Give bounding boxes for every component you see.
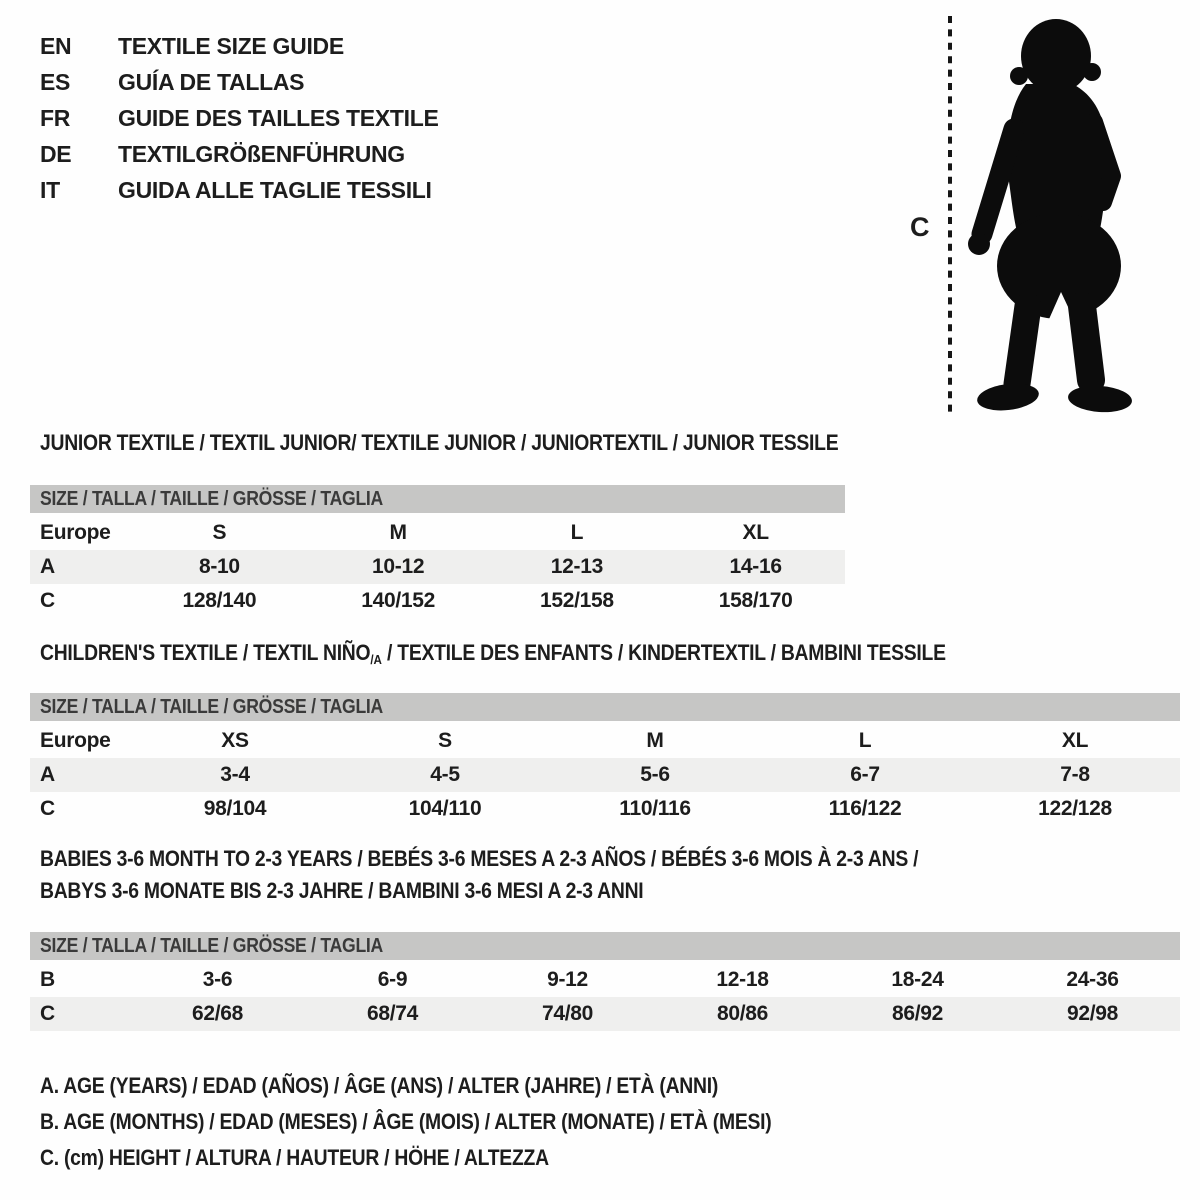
height-measure-label: C — [910, 212, 930, 242]
lang-row-es — [40, 64, 439, 100]
title-text: CHILDREN'S TEXTILE / TEXTIL NIÑO — [40, 640, 371, 665]
legend-line-b: B. AGE (MONTHS) / EDAD (MESES) / ÂGE (MOIS) / ALTER (MONATE) / ETÀ (MESI) — [40, 1109, 772, 1134]
row-label: A — [40, 555, 55, 578]
table-row — [30, 550, 845, 584]
row-label: C — [40, 1002, 55, 1025]
cell: 74/80 — [541, 1002, 594, 1025]
cell: 9-12 — [547, 968, 588, 991]
table-row — [30, 584, 845, 618]
size-header-label: SIZE / TALLA / TAILLE / GRÖSSE / TAGLIA — [40, 695, 384, 718]
cell: 128/140 — [182, 589, 257, 612]
cell: M — [389, 521, 407, 544]
row-label: C — [40, 797, 55, 820]
cell: L — [858, 729, 872, 752]
cell: 140/152 — [361, 589, 436, 612]
cell: 98/104 — [203, 797, 267, 820]
row-label: A — [40, 763, 55, 786]
cell: 116/122 — [828, 797, 902, 820]
cell: 14-16 — [729, 555, 782, 578]
row-label: B — [40, 968, 55, 991]
row-label: Europe — [40, 521, 111, 544]
cell: XL — [742, 521, 769, 544]
size-header-bar — [30, 932, 1180, 960]
baby-silhouette-icon — [964, 14, 1136, 416]
cell: 8-10 — [198, 555, 240, 578]
measure-legend — [40, 1068, 871, 1176]
size-header-label: SIZE / TALLA / TAILLE / GRÖSSE / TAGLIA — [40, 934, 384, 957]
cell: 3-6 — [202, 968, 233, 991]
lang-title: TEXTILE SIZE GUIDE — [118, 32, 344, 59]
cell: 92/98 — [1066, 1002, 1119, 1025]
size-header-bar — [30, 693, 1180, 721]
cell: 104/110 — [408, 797, 482, 820]
cell: XS — [221, 729, 249, 752]
cell: L — [570, 521, 584, 544]
cell: S — [212, 521, 227, 544]
lang-code: IT — [40, 176, 60, 203]
cell: 12-13 — [550, 555, 603, 578]
babies-section-title — [40, 846, 1038, 910]
lang-row-it — [40, 172, 439, 208]
lang-title: GUÍA DE TALLAS — [118, 68, 305, 95]
cell: 24-36 — [1066, 968, 1119, 991]
cell: 110/116 — [619, 797, 691, 820]
size-header-label: SIZE / TALLA / TAILLE / GRÖSSE / TAGLIA — [40, 487, 384, 510]
lang-row-fr — [40, 100, 439, 136]
cell: 12-18 — [716, 968, 769, 991]
table-row — [30, 792, 1180, 826]
cell: 7-8 — [1060, 763, 1090, 786]
cell: 5-6 — [640, 763, 670, 786]
cell: 68/74 — [366, 1002, 419, 1025]
title-subscript: /A — [370, 652, 382, 667]
lang-code: DE — [40, 140, 72, 167]
cell: XL — [1061, 729, 1089, 752]
cell: 10-12 — [372, 555, 425, 578]
table-row — [30, 963, 1180, 997]
junior-size-table — [30, 485, 845, 618]
title-line-1: BABIES 3-6 MONTH TO 2-3 YEARS / BEBÉS 3-6 MESES A 2-3 AÑOS / BÉBÉS 3-6 MOIS À 2-3 ANS / — [40, 846, 919, 871]
table-row — [30, 516, 845, 550]
babies-size-table — [30, 932, 1180, 1031]
cell: 152/158 — [539, 589, 614, 612]
cell: 122/128 — [1038, 797, 1112, 820]
lang-row-de — [40, 136, 439, 172]
cell: 158/170 — [718, 589, 793, 612]
lang-title: GUIDE DES TAILLES TEXTILE — [118, 104, 439, 131]
cell: M — [646, 729, 664, 752]
legend-line-a: A. AGE (YEARS) / EDAD (AÑOS) / ÂGE (ANS) / ALTER (JAHRE) / ETÀ (ANNI) — [40, 1073, 719, 1098]
table-row — [30, 997, 1180, 1031]
junior-section-title: JUNIOR TEXTILE / TEXTIL JUNIOR/ TEXTILE JUNIOR / JUNIORTEXTIL / JUNIOR TESSILE — [40, 430, 839, 455]
lang-code: FR — [40, 104, 71, 131]
lang-title: TEXTILGRÖßENFÜHRUNG — [118, 140, 405, 167]
height-dashed-line-icon — [946, 16, 954, 418]
lang-title: GUIDA ALLE TAGLIE TESSILI — [118, 176, 432, 203]
children-size-table — [30, 693, 1180, 826]
cell: 80/86 — [716, 1002, 769, 1025]
cell: 18-24 — [891, 968, 944, 991]
cell: 6-7 — [850, 763, 880, 786]
table-row — [30, 758, 1180, 792]
size-header-bar — [30, 485, 845, 513]
cell: S — [438, 729, 452, 752]
title-text: / TEXTILE DES ENFANTS / KINDERTEXTIL / BAMBINI TESSILE — [381, 640, 946, 665]
cell: 6-9 — [377, 968, 408, 991]
cell: 86/92 — [891, 1002, 944, 1025]
table-row — [30, 724, 1180, 758]
language-title-list — [40, 28, 439, 208]
cell: 4-5 — [430, 763, 460, 786]
lang-row-en — [40, 28, 439, 64]
title-line-2: BABYS 3-6 MONATE BIS 2-3 JAHRE / BAMBINI 3-6 MESI A 2-3 ANNI — [40, 878, 644, 903]
legend-line-c: C. (cm) HEIGHT / ALTURA / HAUTEUR / HÖHE / ALTEZZA — [40, 1145, 549, 1170]
children-section-title — [40, 640, 1069, 666]
cell: 62/68 — [191, 1002, 244, 1025]
lang-code: EN — [40, 32, 72, 59]
lang-code: ES — [40, 68, 71, 95]
row-label: Europe — [40, 729, 111, 752]
row-label: C — [40, 589, 55, 612]
cell: 3-4 — [220, 763, 250, 786]
